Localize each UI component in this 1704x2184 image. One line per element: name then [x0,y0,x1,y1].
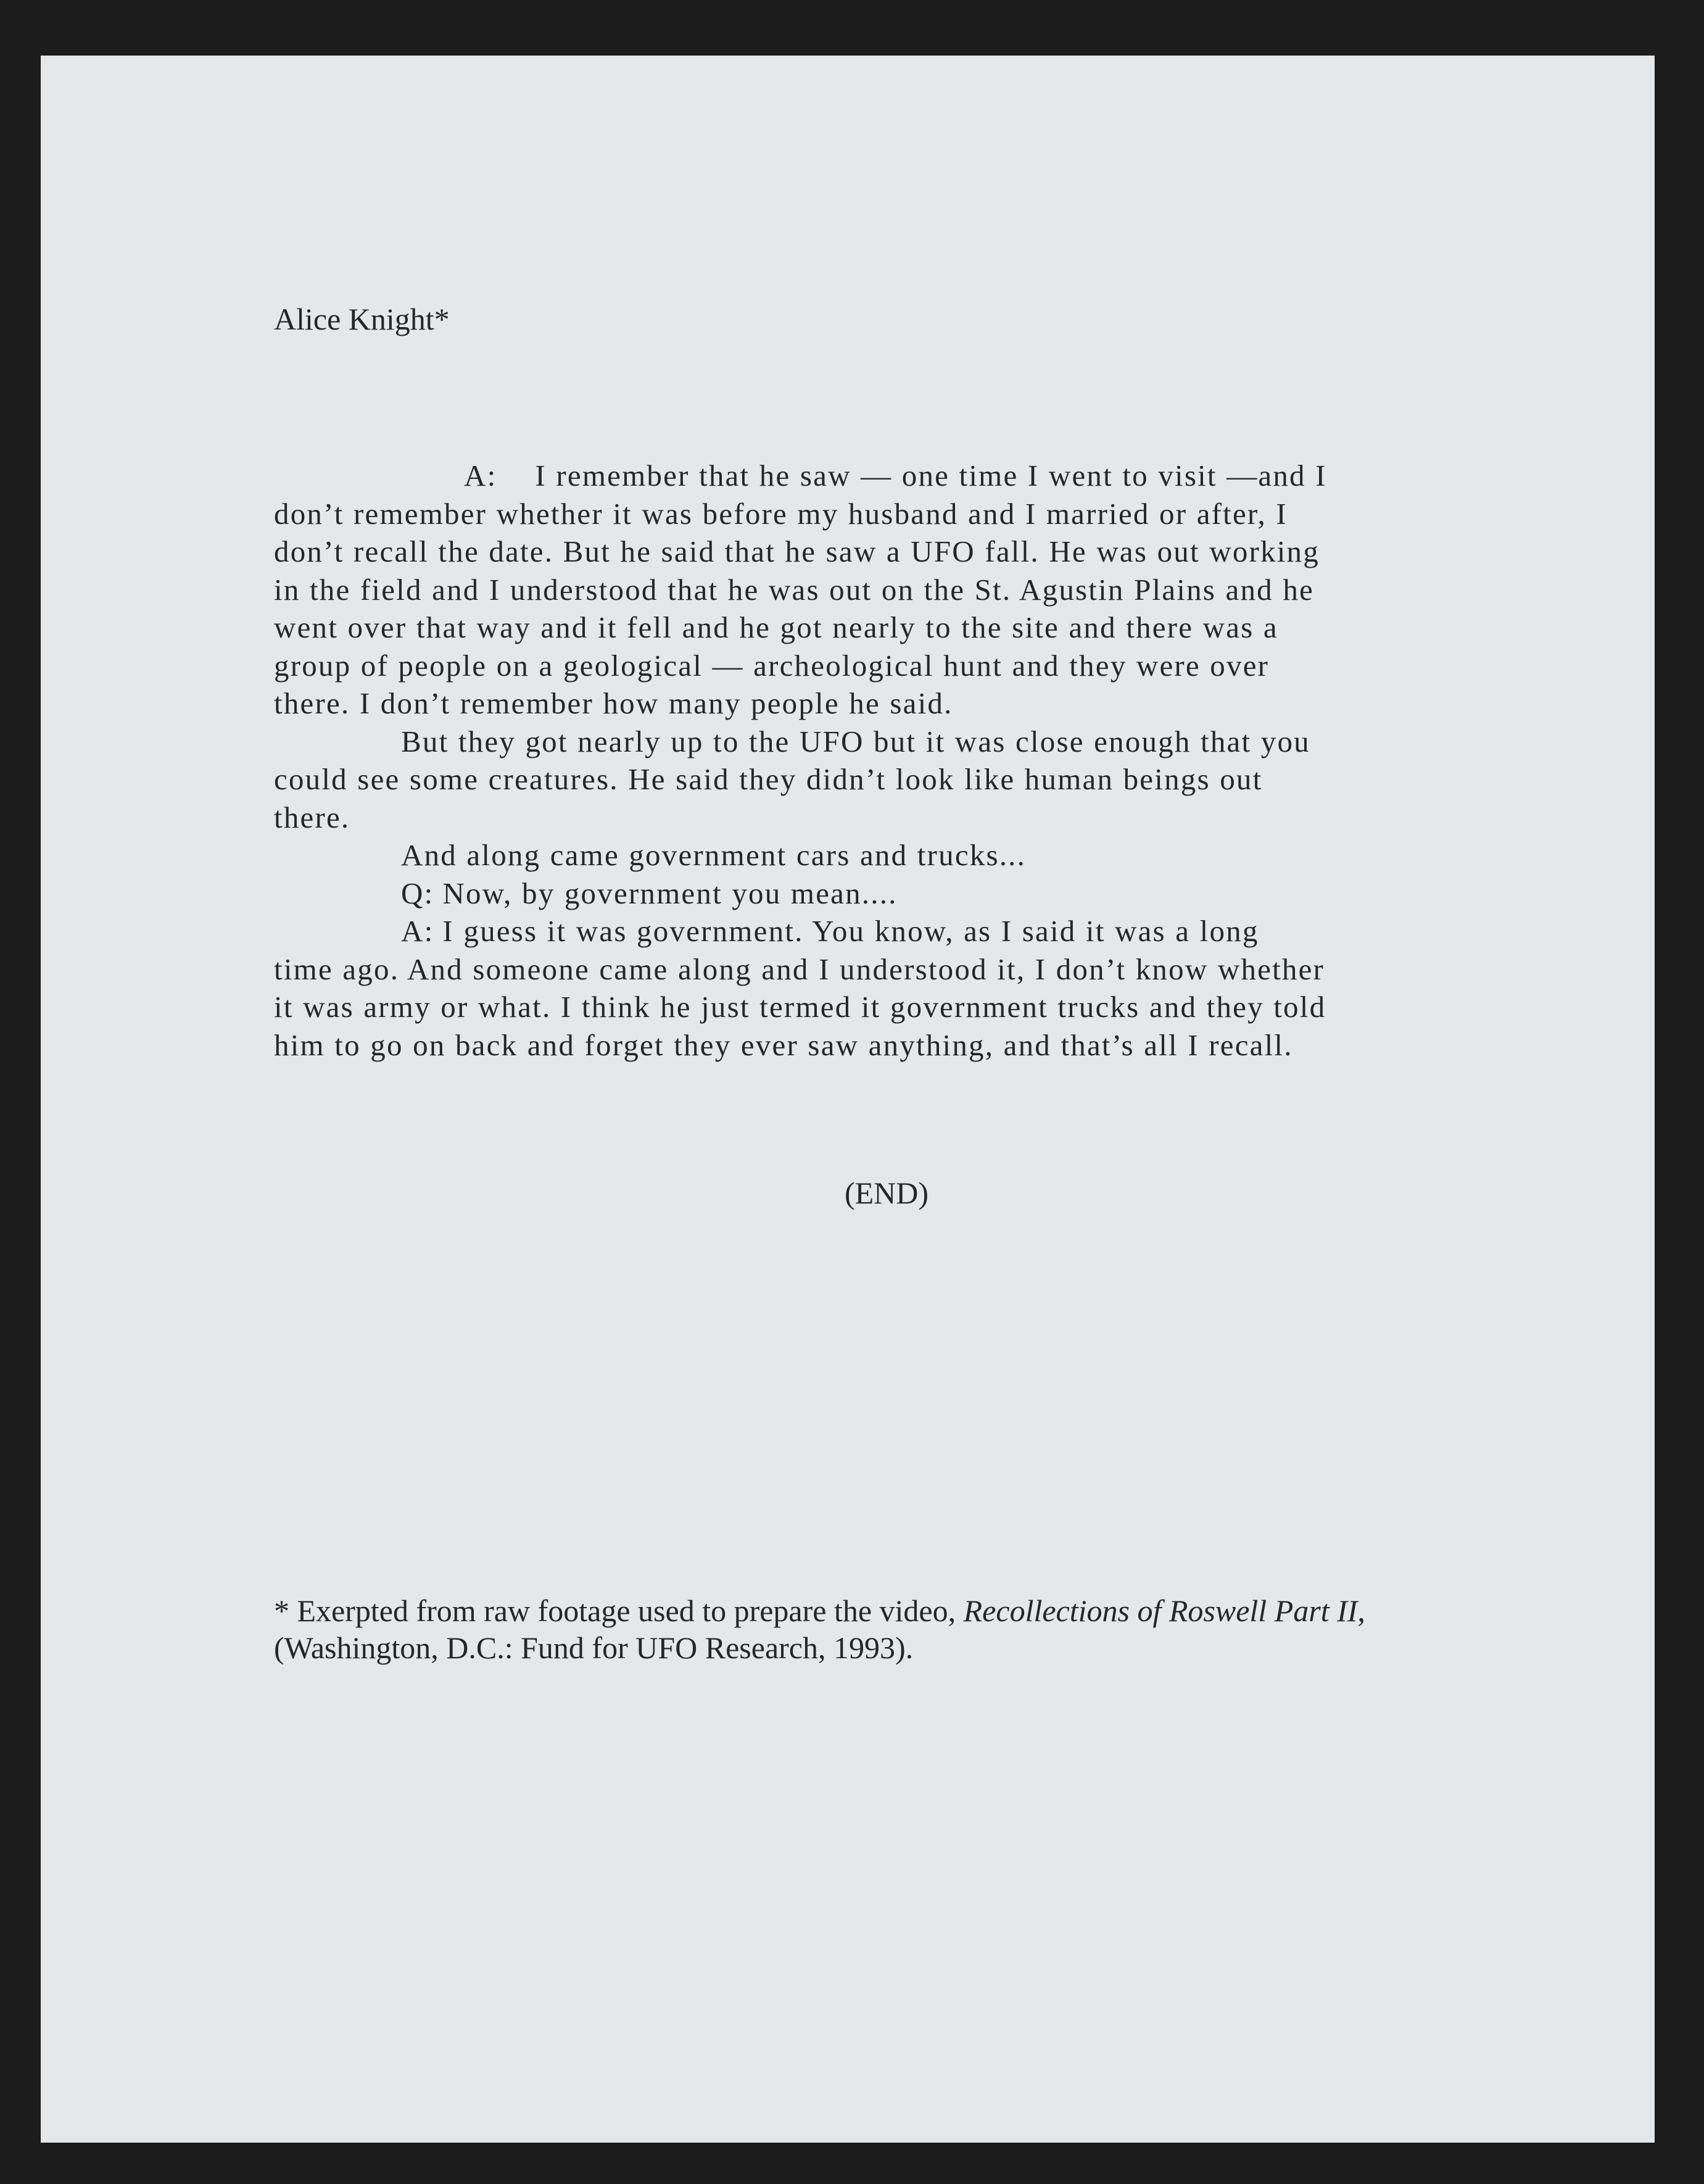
transcript-paragraph-answer-1 [274,457,1477,723]
footnote-line: * Exerpted from raw footage used to prepare the video, Recollections of Roswell Part II, [274,1593,1365,1628]
transcript-line: A: I guess it was government. You know, as I said it was a long [401,914,1259,948]
transcript-paragraph-question [274,874,1477,913]
footnote [274,1592,1502,1666]
transcript-line: But they got nearly up to the UFO but it was close enough that you [401,724,1310,758]
transcript-line: went over that way and it fell and he got nearly to the site and there was a [274,610,1278,644]
transcript-line: there. [274,800,350,834]
transcript-line: it was army or what. I think he just termed it government trucks and they told [274,990,1326,1024]
transcript-line: group of people on a geological — archeological hunt and they were over [274,648,1270,683]
transcript-line: don’t recall the date. But he said that he saw a UFO fall. He was out working [274,534,1320,568]
speaker-label: Q: [401,876,434,910]
speaker-label: A: [464,459,497,492]
transcript-line: could see some creatures. He said they didn’t look like human beings out [274,762,1263,796]
speaker-label: A: [401,914,434,948]
transcript-line: him to go on back and forget they ever saw anything, and that’s all I recall. [274,1028,1293,1062]
document-page [41,56,1655,2143]
transcript-line: there. I don’t remember how many people he said. [274,686,953,720]
transcript-line: Q: Now, by government you mean.... [401,876,898,910]
document-title: Alice Knight* [274,302,450,336]
transcript-line: A: I remember that he saw — one time I went to visit —and I [464,459,1327,492]
transcript-line: time ago. And someone came along and I understood it, I don’t know whether [274,952,1325,986]
transcript-line: And along came government cars and trucks... [401,838,1027,872]
footnote-line: (Washington, D.C.: Fund for UFO Research, 1993). [274,1630,914,1665]
end-mark: (END) [844,1176,929,1210]
transcript [274,457,1477,1064]
transcript-paragraph-continuation [274,836,1477,874]
transcript-paragraph-continuation [274,723,1477,837]
transcript-line: in the field and I understood that he was out on the St. Agustin Plains and he [274,572,1314,607]
video-title: Recollections of Roswell Part II [963,1593,1358,1628]
transcript-paragraph-answer-2 [274,912,1477,1064]
transcript-line: don’t remember whether it was before my husband and I married or after, I [274,496,1288,531]
